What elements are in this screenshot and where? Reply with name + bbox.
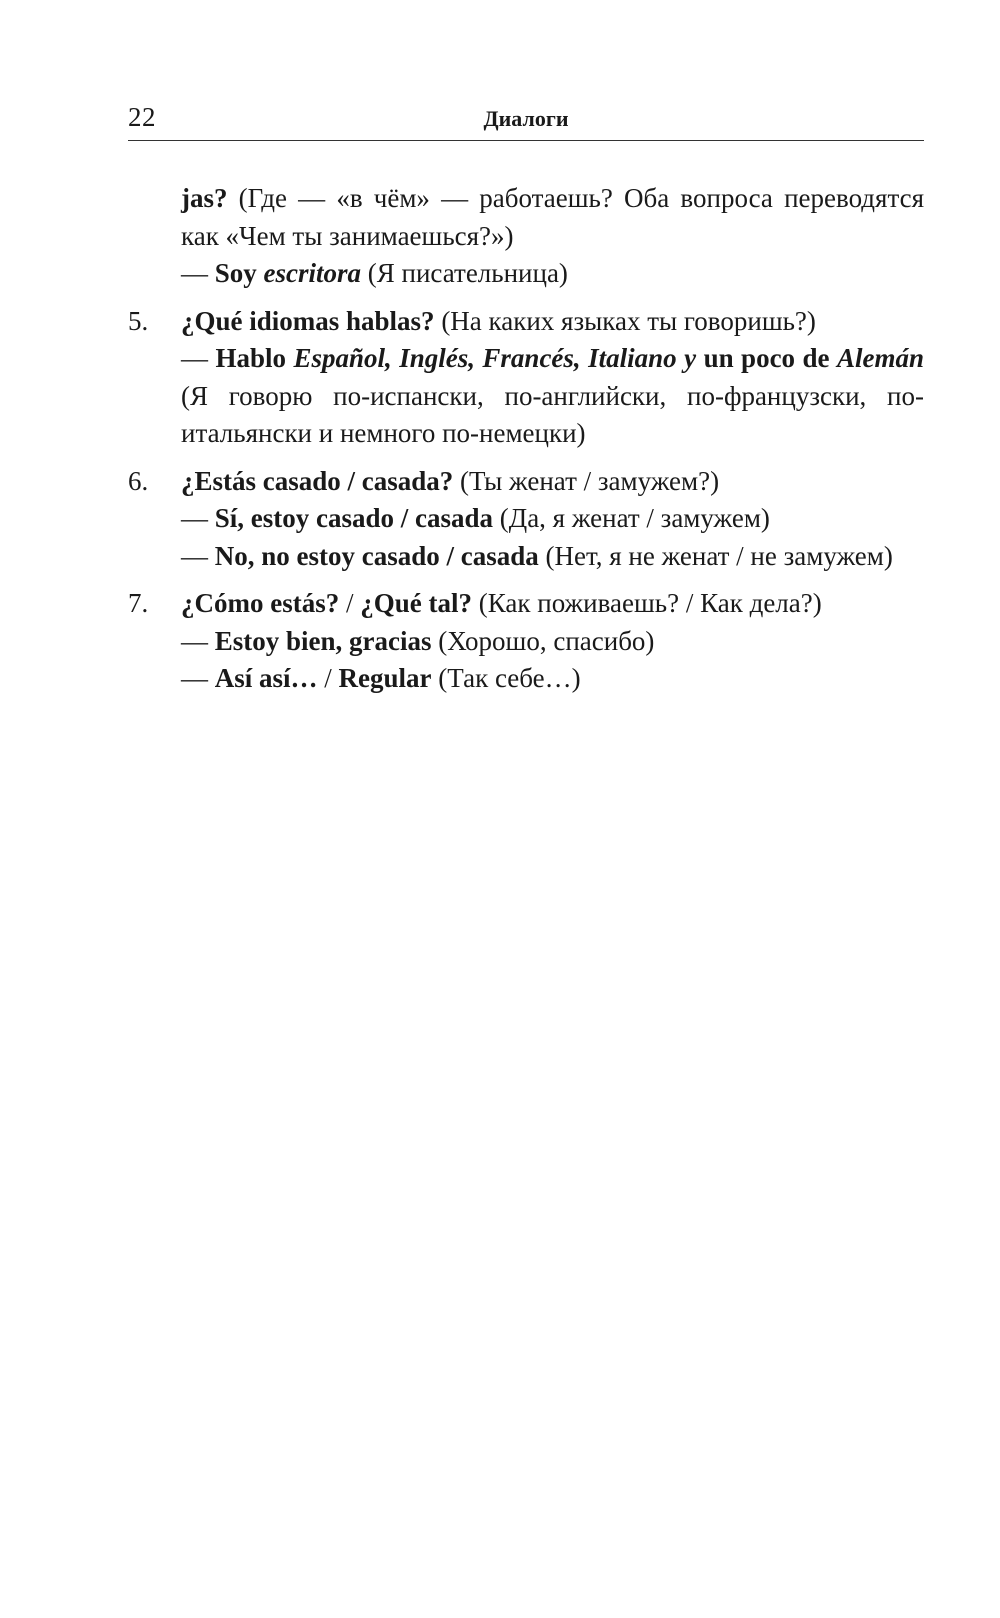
answer-spanish: Regular bbox=[338, 663, 432, 693]
question-translation: (На каких языках ты говоришь?) bbox=[434, 305, 816, 336]
answer-translation: (Я писательница) bbox=[361, 258, 568, 288]
question-spanish: ¿Estás casado / casada? bbox=[181, 465, 454, 496]
item-6-question bbox=[181, 463, 924, 501]
answer-spanish: Así así… bbox=[214, 663, 318, 693]
item-4-answer bbox=[181, 255, 924, 293]
answer-spanish: un poco de bbox=[696, 343, 837, 373]
question-spanish: ¿Qué tal? bbox=[360, 588, 472, 618]
dialogue-item-7 bbox=[128, 585, 924, 698]
answer-spanish: Hablo bbox=[215, 343, 294, 373]
answer-spanish: No, no estoy casado / casada bbox=[214, 540, 539, 571]
item-number: 7. bbox=[128, 588, 149, 618]
item-6-answer-yes bbox=[181, 500, 924, 538]
dash: — bbox=[181, 258, 215, 288]
answer-spanish: Sí, estoy casado / casada bbox=[214, 503, 494, 533]
dash: — bbox=[181, 663, 215, 693]
dialogue-item-6 bbox=[128, 463, 924, 576]
answer-translation: (Я говорю по-испански, по-английски, по-французски, по-итальянски и немного по-немецки) bbox=[181, 380, 924, 448]
item-4-question bbox=[181, 180, 924, 255]
answer-spanish: Estoy bien, gracias bbox=[214, 625, 432, 656]
item-5-question bbox=[181, 303, 924, 341]
answer-translation: (Нет, я не женат / не замужем) bbox=[538, 540, 893, 571]
question-translation: (Как поживаешь? / Как дела?) bbox=[472, 588, 822, 618]
page-number: 22 bbox=[128, 102, 156, 132]
item-6-answer-no bbox=[181, 538, 924, 576]
item-number: 5. bbox=[128, 305, 149, 336]
separator: / bbox=[339, 588, 361, 618]
question-spanish: jas? bbox=[181, 183, 228, 213]
item-4-continuation bbox=[181, 180, 924, 293]
dash: — bbox=[181, 503, 215, 533]
question-spanish: ¿Cómo estás? bbox=[181, 588, 340, 618]
page-header bbox=[128, 100, 924, 141]
item-7-answer-soso bbox=[181, 660, 924, 698]
answer-spanish: Soy bbox=[214, 258, 264, 288]
dash: — bbox=[181, 540, 215, 571]
answer-translation: (Хорошо, спасибо) bbox=[431, 625, 655, 656]
answer-translation: (Так себе…) bbox=[431, 663, 581, 693]
answer-spanish-italic: Español, Inglés, Francés, Italiano y bbox=[293, 343, 697, 373]
answer-spanish-italic: Alemán bbox=[836, 343, 924, 373]
question-translation: (Где — «в чём» — работаешь? Оба вопроса переводятся как «Чем ты занимаешься?») bbox=[181, 183, 924, 251]
item-7-answer-good bbox=[181, 623, 924, 661]
dash: — bbox=[181, 343, 216, 373]
item-7-question bbox=[181, 585, 924, 623]
answer-translation: (Да, я женат / замужем) bbox=[493, 503, 770, 533]
question-translation: (Ты женат / замужем?) bbox=[453, 465, 720, 496]
dialogue-item-5 bbox=[128, 303, 924, 453]
running-title: Диалоги bbox=[483, 106, 569, 131]
separator: / bbox=[317, 663, 339, 693]
item-number: 6. bbox=[128, 465, 149, 496]
answer-spanish-italic: escritora bbox=[263, 258, 362, 288]
item-5-answer bbox=[181, 340, 924, 453]
dash: — bbox=[181, 625, 215, 656]
page-content bbox=[128, 180, 924, 698]
question-spanish: ¿Qué idiomas hablas? bbox=[181, 305, 435, 336]
